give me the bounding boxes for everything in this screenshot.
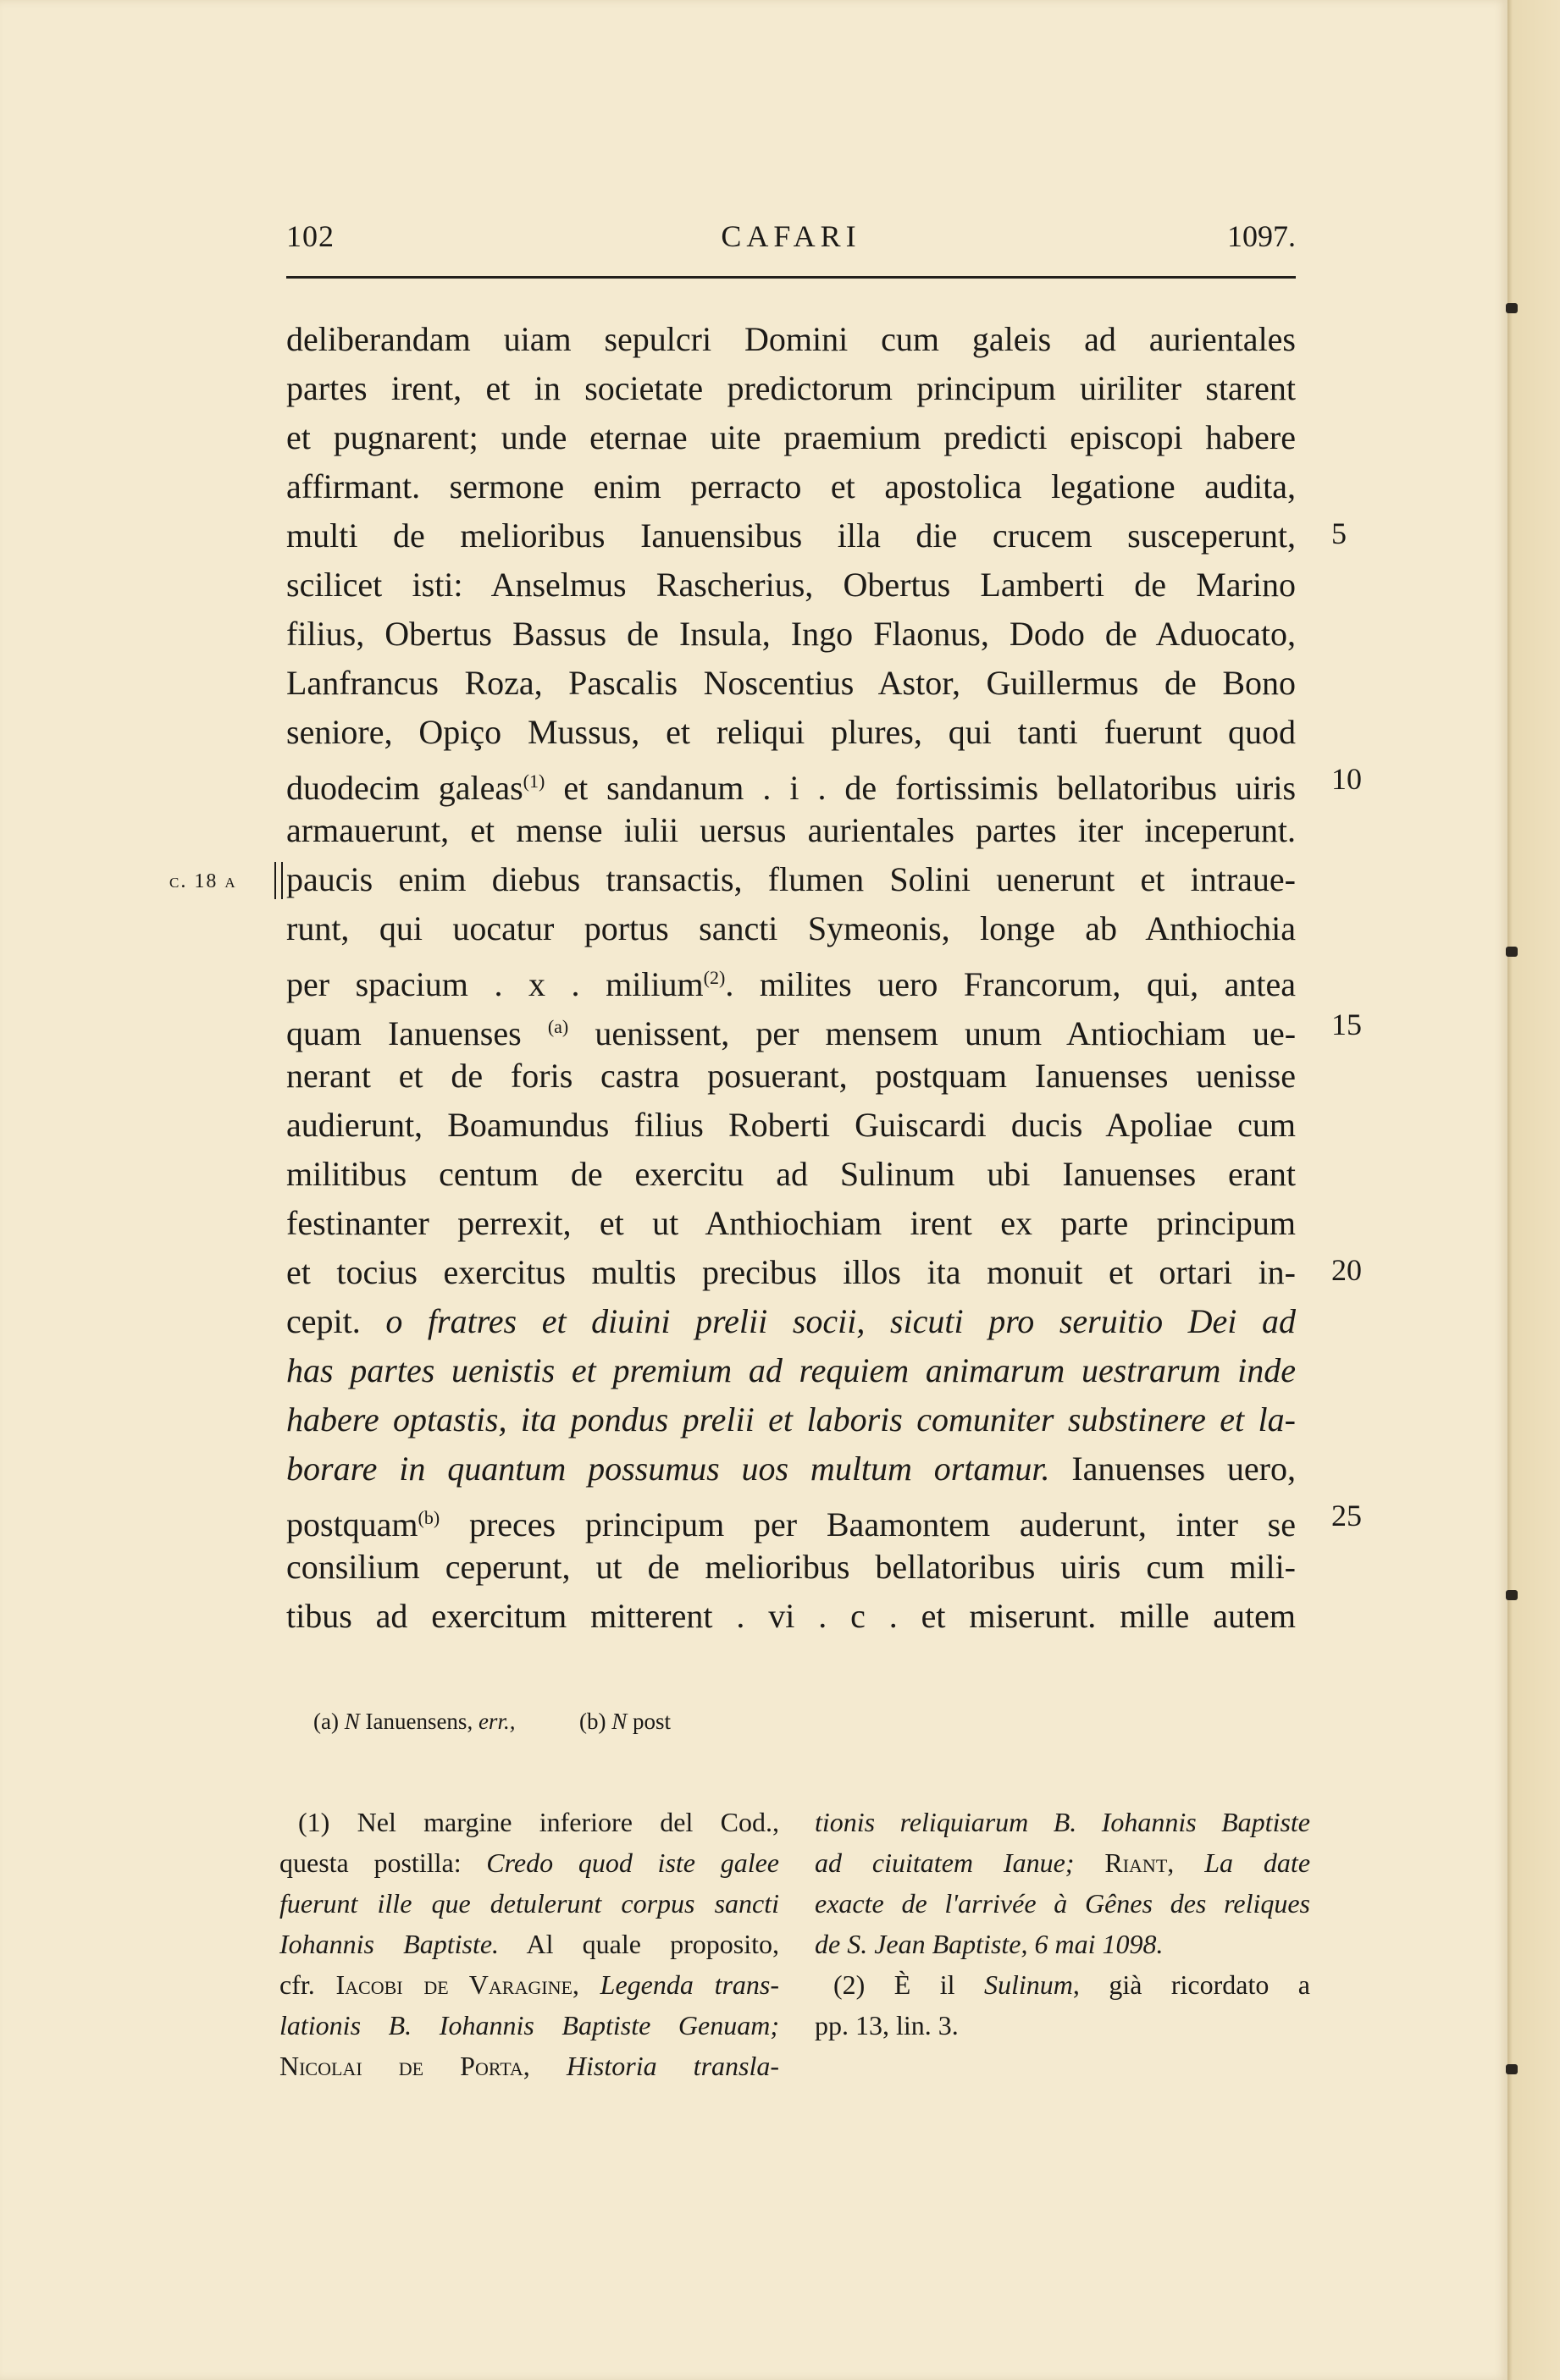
- footnote-line: Iohannis Baptiste. Al quale proposito,: [279, 1929, 780, 1959]
- header-rule: [286, 276, 1296, 279]
- footnote-line: tionis reliquiarum B. Iohannis Baptiste: [815, 1807, 1310, 1837]
- line-number-15: 15: [1331, 1008, 1362, 1041]
- running-title: CAFARI: [721, 219, 861, 253]
- apparatus-ref-a[interactable]: (a): [547, 1016, 569, 1037]
- apparatus-ref-b[interactable]: (b): [418, 1507, 440, 1528]
- footnotes-left-column: [279, 1802, 779, 2086]
- footnote-line: Nicolai de Porta, Historia transla-: [279, 2051, 780, 2081]
- critical-apparatus: (a) N Ianuensens, err., (b) N post: [313, 1709, 671, 1734]
- text-line: Lanfrancus Roza, Pascalis Noscentius Astor, Guillermus de Bono: [286, 664, 1296, 702]
- line-number-25: 25: [1331, 1499, 1362, 1532]
- binding-thread: [1506, 1590, 1518, 1600]
- text-line: duodecim galeas$^{(1)}$ et sandanum . i . de fortissimis bellatoribus uiris: [286, 769, 1297, 807]
- footnote-line: exacte de l'arrivée à Gênes des reliques: [815, 1888, 1310, 1919]
- text-line: et tocius exercitus multis precibus illos ita monuit et ortari in-: [286, 1253, 1296, 1291]
- footnote-ref-2[interactable]: (2): [703, 967, 726, 988]
- binding-thread: [1506, 947, 1518, 957]
- text-line: militibus centum de exercitu ad Sulinum ubi Ianuenses erant: [286, 1155, 1296, 1193]
- text-line: deliberandam uiam sepulcri Domini cum galeis ad aurientales: [286, 320, 1296, 358]
- text-line: nerant et de foris castra posuerant, postquam Ianuenses uenisse: [286, 1057, 1296, 1095]
- italic-speech: o fratres et diuini prelii socii, sicuti pro seruitio Dei ad: [385, 1302, 1296, 1340]
- footnote-line: lationis B. Iohannis Baptiste Genuam;: [279, 2010, 779, 2040]
- year-heading: 1097.: [1227, 219, 1296, 253]
- footnote-line: cfr. Iacobi de Varagine, Legenda trans-: [279, 1969, 780, 2000]
- binding-thread: [1506, 2064, 1518, 2074]
- line-number-20: 20: [1331, 1253, 1362, 1287]
- footnote-line: questa postilla: Credo quod iste galee: [279, 1847, 779, 1878]
- next-page-edge: [1507, 0, 1560, 2380]
- text-line: postquam$^{(b)}$ preces principum per Baamontem auderunt, inter se: [286, 1505, 1297, 1543]
- main-text: [286, 315, 1296, 1641]
- text-line: audierunt, Boamundus filius Roberti Guiscardi ducis Apoliae cum: [286, 1106, 1296, 1144]
- text-line: cepit. o fratres et diuini prelii socii, sicuti pro seruitio Dei ad: [286, 1302, 1296, 1340]
- footnote-ref-1[interactable]: (1): [523, 770, 545, 792]
- footnote-line: (2) È il Sulinum, già ricordato a: [833, 1969, 1311, 2000]
- text-line: consilium ceperunt, ut de melioribus bellatoribus uiris cum mili-: [286, 1548, 1296, 1586]
- running-header: [286, 218, 1296, 261]
- text-line: affirmant. sermone enim perracto et apostolica legatione audita,: [286, 467, 1296, 505]
- manuscript-folio-note: c. 18 a: [169, 870, 237, 892]
- text-line: per spacium . x . milium$^{(2)}$. milites uero Francorum, qui, antea: [286, 965, 1296, 1003]
- line-number-10: 10: [1331, 762, 1362, 796]
- text-line: seniore, Opiço Mussus, et reliqui plures, qui tanti fuerunt quod: [286, 713, 1296, 751]
- text-line: paucis enim diebus transactis, flumen Solini uenerunt et intraue-: [286, 855, 1296, 904]
- text-line: filius, Obertus Bassus de Insula, Ingo Flaonus, Dodo de Aduocato,: [286, 615, 1296, 653]
- footnotes-right-column: [815, 1802, 1310, 2046]
- text-line: armauerunt, et mense iulii uersus aurientales partes iter inceperunt.: [286, 811, 1296, 849]
- footnote-line: pp. 13, lin. 3.: [815, 2010, 959, 2040]
- footnote-line: (1) Nel margine inferiore del Cod.,: [298, 1807, 779, 1837]
- text-line: has partes uenistis et premium ad requiem animarum uestrarum inde: [286, 1351, 1296, 1389]
- text-line: multi de melioribus Ianuensibus illa die crucem susceperunt,: [286, 516, 1296, 555]
- footnote-line: ad ciuitatem Ianue; Riant, La date: [815, 1847, 1311, 1878]
- folio-break-mark: [274, 862, 283, 899]
- text-line: partes irent, et in societate predictorum principum uiriliter starent: [286, 369, 1296, 407]
- text-line: scilicet isti: Anselmus Rascherius, Obertus Lamberti de Marino: [286, 566, 1296, 604]
- text-line: borare in quantum possumus uos multum ortamur. Ianuenses uero,: [286, 1450, 1297, 1488]
- footnote-line: de S. Jean Baptiste, 6 mai 1098.: [815, 1929, 1164, 1959]
- text-line: tibus ad exercitum mitterent . vi . c . et miserunt. mille autem: [286, 1597, 1296, 1635]
- text-line: et pugnarent; unde eternae uite praemium predicti episcopi habere: [286, 418, 1296, 456]
- text-line: quam Ianuenses $^{(a)}$ uenissent, per mensem unum Antiochiam ue-: [286, 1014, 1297, 1052]
- binding-thread: [1506, 303, 1518, 313]
- page-number: 102: [286, 219, 335, 253]
- footnote-line: fuerunt ille que detulerunt corpus sancti: [279, 1888, 779, 1919]
- text-line: habere optastis, ita pondus prelii et laboris comuniter substinere et la-: [286, 1400, 1296, 1438]
- line-number-5: 5: [1331, 516, 1347, 550]
- text-line: runt, qui uocatur portus sancti Symeonis, longe ab Anthiochia: [286, 909, 1296, 947]
- text-line: festinanter perrexit, et ut Anthiochiam irent ex parte principum: [286, 1204, 1296, 1242]
